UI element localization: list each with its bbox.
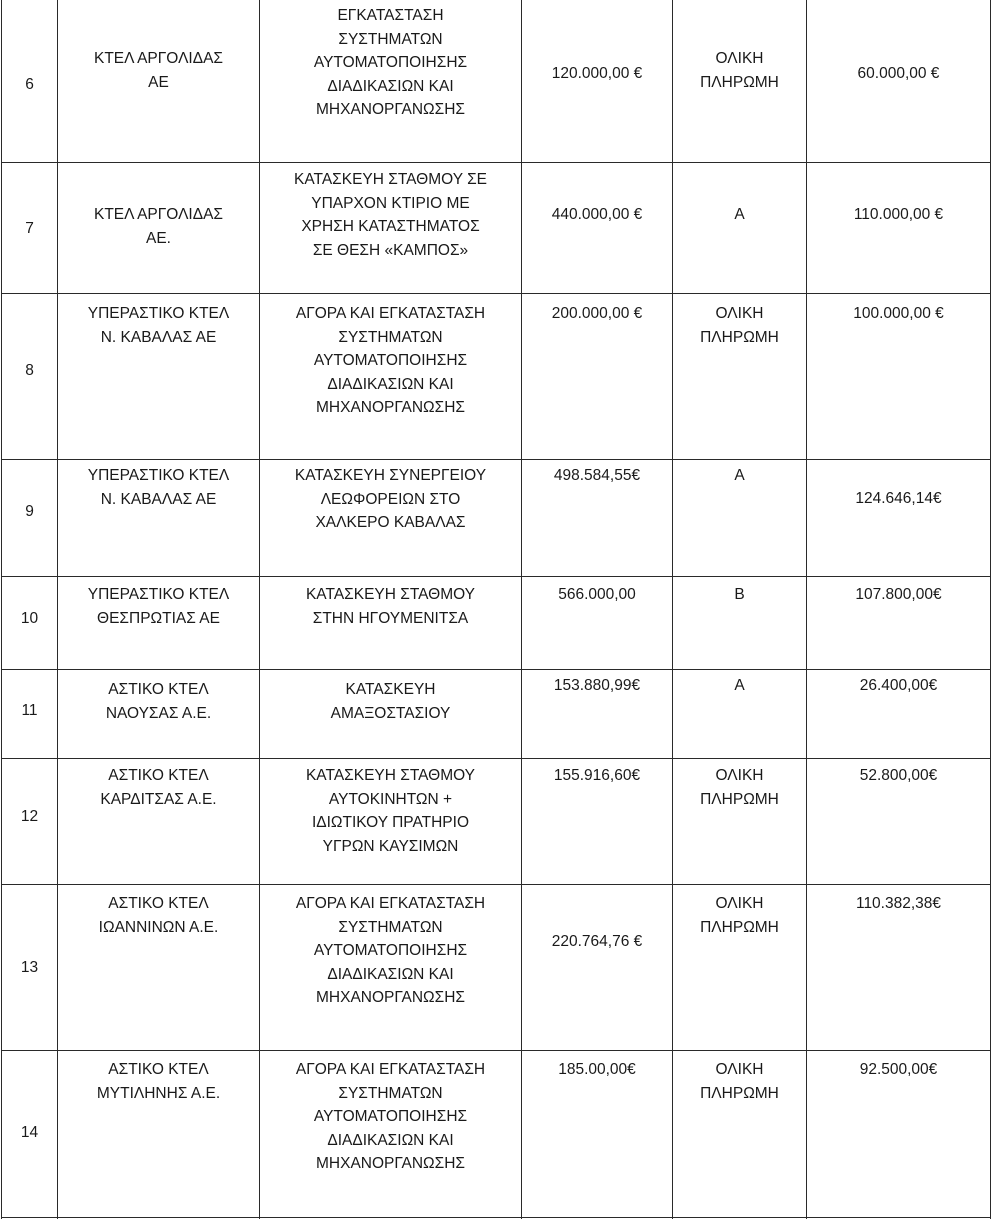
company-name-line: ΚΤΕΛ ΑΡΓΟΛΙΔΑΣ bbox=[93, 50, 224, 67]
project-description-line: ΚΑΤΑΣΚΕΥΗ ΣΤΑΘΜΟΥ ΣΕ bbox=[293, 171, 487, 188]
project-description-line: ΑΓΟΡΑ ΚΑΙ ΕΓΚΑΤΑΣΤΑΣΗ bbox=[295, 305, 486, 322]
row-number: 14 bbox=[20, 1124, 39, 1141]
budget-amount: 566.000,00 bbox=[558, 586, 636, 603]
payment-phase-line: ΠΛΗΡΩΜΗ bbox=[700, 73, 779, 91]
project-description bbox=[260, 4, 521, 122]
project-description-line: ΔΙΑΔΙΚΑΣΙΩΝ ΚΑΙ bbox=[327, 1131, 454, 1149]
project-description-line: ΧΡΗΣΗ ΚΑΤΑΣΤΗΜΑΤΟΣ bbox=[301, 218, 480, 235]
company-name bbox=[58, 678, 259, 725]
subsidy-amount: 26.400,00€ bbox=[859, 677, 938, 694]
payment-phase bbox=[673, 203, 806, 227]
project-description-line: ΑΥΤΟΜΑΤΟΠΟΙΗΣΗΣ bbox=[313, 352, 468, 369]
payment-phase bbox=[673, 674, 806, 698]
budget-amount: 498.584,55€ bbox=[553, 467, 641, 484]
row-border bbox=[1, 1050, 991, 1051]
company-name bbox=[58, 892, 259, 939]
subsidy-amount: 92.500,00€ bbox=[859, 1061, 938, 1078]
row-border bbox=[1, 758, 991, 759]
payment-phase-line: Β bbox=[734, 586, 745, 603]
project-description-line: ΚΑΤΑΣΚΕΥΗ ΣΥΝΕΡΓΕΙΟΥ bbox=[294, 467, 487, 484]
project-description-line: ΚΑΤΑΣΚΕΥΗ ΣΤΑΘΜΟΥ bbox=[305, 767, 476, 784]
project-description-line: ΜΗΧΑΝΟΡΓΑΝΩΣΗΣ bbox=[316, 989, 465, 1006]
payment-phase-line: ΟΛΙΚΗ bbox=[715, 1061, 764, 1078]
subsidy-amount: 52.800,00€ bbox=[859, 767, 938, 784]
project-description-line: ΧΑΛΚΕΡΟ ΚΑΒΑΛΑΣ bbox=[315, 514, 466, 531]
company-name-line: ΑΣΤΙΚΟ ΚΤΕΛ bbox=[108, 767, 209, 784]
subsidy-amount: 124.646,14€ bbox=[855, 490, 942, 507]
company-name-line: ΥΠΕΡΑΣΤΙΚΟ ΚΤΕΛ bbox=[87, 586, 230, 603]
company-name-line: ΚΑΡΔΙΤΣΑΣ Α.Ε. bbox=[100, 790, 217, 808]
project-description-line: ΜΗΧΑΝΟΡΓΑΝΩΣΗΣ bbox=[316, 399, 465, 416]
payment-phase-line: ΟΛΙΚΗ bbox=[715, 895, 764, 912]
project-description-line: ΣΕ ΘΕΣΗ «ΚΑΜΠΟΣ» bbox=[312, 241, 469, 259]
company-name-line: ΑΣΤΙΚΟ ΚΤΕΛ bbox=[108, 895, 209, 912]
project-description-line: ΣΥΣΤΗΜΑΤΩΝ bbox=[338, 30, 443, 48]
project-description-line: ΕΓΚΑΤΑΣΤΑΣΗ bbox=[337, 7, 444, 24]
row-number: 11 bbox=[21, 702, 38, 719]
project-description bbox=[260, 1058, 521, 1176]
column-border bbox=[990, 0, 991, 1219]
budget-amount: 153.880,99€ bbox=[553, 677, 641, 694]
row-border bbox=[1, 293, 991, 294]
payment-phase-line: ΟΛΙΚΗ bbox=[715, 767, 764, 784]
budget-amount: 200.000,00 € bbox=[551, 305, 643, 322]
project-description bbox=[260, 678, 521, 725]
column-border bbox=[521, 0, 522, 1219]
budget-amount: 155.916,60€ bbox=[553, 767, 641, 784]
company-name bbox=[58, 583, 259, 630]
company-name-line: ΘΕΣΠΡΩΤΙΑΣ ΑΕ bbox=[97, 609, 220, 627]
project-description-line: ΥΓΡΩΝ ΚΑΥΣΙΜΩΝ bbox=[322, 837, 459, 855]
company-name bbox=[58, 464, 259, 511]
company-name-line: ΝΑΟΥΣΑΣ Α.Ε. bbox=[105, 704, 212, 722]
company-name-line: Ν. ΚΑΒΑΛΑΣ ΑΕ bbox=[100, 490, 217, 508]
project-description-line: ΜΗΧΑΝΟΡΓΑΝΩΣΗΣ bbox=[316, 101, 465, 118]
budget-amount: 440.000,00 € bbox=[551, 206, 643, 223]
row-number: 13 bbox=[20, 959, 39, 976]
row-border bbox=[1, 884, 991, 885]
project-description-line: ΛΕΩΦΟΡΕΙΩΝ ΣΤΟ bbox=[320, 490, 461, 508]
payment-phase-line: Α bbox=[734, 677, 745, 694]
company-name-line: ΑΣΤΙΚΟ ΚΤΕΛ bbox=[108, 1061, 209, 1078]
payment-phase-line: ΟΛΙΚΗ bbox=[715, 50, 764, 67]
payment-phase-line: ΟΛΙΚΗ bbox=[715, 305, 764, 322]
row-border bbox=[1, 1217, 991, 1218]
company-name-line: ΙΩΑΝΝΙΝΩΝ Α.Ε. bbox=[98, 918, 219, 936]
company-name bbox=[58, 47, 259, 94]
budget-amount: 120.000,00 € bbox=[551, 65, 643, 82]
payment-phase bbox=[673, 464, 806, 488]
project-description bbox=[260, 168, 521, 262]
subsidy-amount: 107.800,00€ bbox=[855, 586, 942, 603]
project-description-line: ΚΑΤΑΣΚΕΥΗ ΣΤΑΘΜΟΥ bbox=[305, 586, 476, 603]
payment-phase bbox=[673, 47, 806, 94]
project-description-line: ΥΠΑΡΧΟΝ ΚΤΙΡΙΟ ΜΕ bbox=[311, 194, 470, 212]
project-description bbox=[260, 764, 521, 858]
project-description-line: ΚΑΤΑΣΚΕΥΗ bbox=[345, 681, 436, 698]
company-name-line: ΑΕ bbox=[148, 73, 169, 91]
payment-phase-line: ΠΛΗΡΩΜΗ bbox=[700, 790, 779, 808]
subsidy-amount: 110.382,38€ bbox=[855, 895, 942, 912]
subsidy-amount: 110.000,00 € bbox=[853, 206, 944, 223]
company-name bbox=[58, 203, 259, 250]
company-name bbox=[58, 302, 259, 349]
project-description-line: ΣΥΣΤΗΜΑΤΩΝ bbox=[338, 1084, 443, 1102]
company-name-line: ΑΕ. bbox=[146, 229, 171, 247]
row-border bbox=[1, 669, 991, 670]
project-description-line: ΔΙΑΔΙΚΑΣΙΩΝ ΚΑΙ bbox=[327, 375, 454, 393]
project-description-line: ΑΥΤΟΜΑΤΟΠΟΙΗΣΗΣ bbox=[313, 1108, 468, 1125]
project-description-line: ΜΗΧΑΝΟΡΓΑΝΩΣΗΣ bbox=[316, 1155, 465, 1172]
payment-phase-line: ΠΛΗΡΩΜΗ bbox=[700, 328, 779, 346]
project-description-line: ΣΤΗΝ ΗΓΟΥΜΕΝΙΤΣΑ bbox=[312, 609, 469, 627]
payment-phase bbox=[673, 764, 806, 811]
budget-amount: 220.764,76 € bbox=[551, 933, 643, 950]
payment-phase bbox=[673, 583, 806, 607]
project-description-line: ΑΓΟΡΑ ΚΑΙ ΕΓΚΑΤΑΣΤΑΣΗ bbox=[295, 1061, 486, 1078]
company-name-line: ΥΠΕΡΑΣΤΙΚΟ ΚΤΕΛ bbox=[87, 305, 230, 322]
company-name-line: Ν. ΚΑΒΑΛΑΣ ΑΕ bbox=[100, 328, 217, 346]
payment-phase-line: Α bbox=[734, 206, 745, 223]
row-border bbox=[1, 459, 991, 460]
company-name bbox=[58, 1058, 259, 1105]
project-description bbox=[260, 302, 521, 420]
column-border bbox=[806, 0, 807, 1219]
company-name-line: ΚΤΕΛ ΑΡΓΟΛΙΔΑΣ bbox=[93, 206, 224, 223]
subsidy-amount: 60.000,00 € bbox=[857, 65, 940, 82]
row-border bbox=[1, 162, 991, 163]
company-name-line: ΥΠΕΡΑΣΤΙΚΟ ΚΤΕΛ bbox=[87, 467, 230, 484]
company-name-line: ΑΣΤΙΚΟ ΚΤΕΛ bbox=[108, 681, 209, 698]
row-number: 10 bbox=[20, 610, 39, 627]
project-description-line: ΣΥΣΤΗΜΑΤΩΝ bbox=[338, 328, 443, 346]
project-description-line: ΑΥΤΟΚΙΝΗΤΩΝ + bbox=[328, 790, 453, 808]
project-description-line: ΑΥΤΟΜΑΤΟΠΟΙΗΣΗΣ bbox=[313, 942, 468, 959]
payment-phase bbox=[673, 892, 806, 939]
payment-phase bbox=[673, 1058, 806, 1105]
row-number: 6 bbox=[25, 76, 34, 93]
project-description bbox=[260, 892, 521, 1010]
payment-phase bbox=[673, 302, 806, 349]
company-name bbox=[58, 764, 259, 811]
payment-phase-line: Α bbox=[734, 467, 745, 484]
project-description-line: ΣΥΣΤΗΜΑΤΩΝ bbox=[338, 918, 443, 936]
project-description-line: ΑΥΤΟΜΑΤΟΠΟΙΗΣΗΣ bbox=[313, 54, 468, 71]
row-border bbox=[1, 576, 991, 577]
payment-phase-line: ΠΛΗΡΩΜΗ bbox=[700, 918, 779, 936]
column-border bbox=[672, 0, 673, 1219]
project-description-line: ΑΜΑΞΟΣΤΑΣΙΟΥ bbox=[330, 704, 451, 722]
payment-phase-line: ΠΛΗΡΩΜΗ bbox=[700, 1084, 779, 1102]
row-number: 7 bbox=[25, 220, 34, 237]
row-number: 9 bbox=[25, 503, 34, 520]
budget-amount: 185.00,00€ bbox=[558, 1061, 636, 1078]
project-description-line: ΑΓΟΡΑ ΚΑΙ ΕΓΚΑΤΑΣΤΑΣΗ bbox=[295, 895, 486, 912]
company-name-line: ΜΥΤΙΛΗΝΗΣ Α.Ε. bbox=[96, 1084, 221, 1102]
row-number: 8 bbox=[25, 362, 34, 379]
row-number: 12 bbox=[20, 808, 39, 825]
project-description bbox=[260, 583, 521, 630]
project-description-line: ΙΔΙΩΤΙΚΟΥ ΠΡΑΤΗΡΙΟ bbox=[311, 814, 470, 831]
subsidy-amount: 100.000,00 € bbox=[853, 305, 944, 322]
project-description bbox=[260, 464, 521, 535]
project-description-line: ΔΙΑΔΙΚΑΣΙΩΝ ΚΑΙ bbox=[327, 77, 454, 95]
project-description-line: ΔΙΑΔΙΚΑΣΙΩΝ ΚΑΙ bbox=[327, 965, 454, 983]
